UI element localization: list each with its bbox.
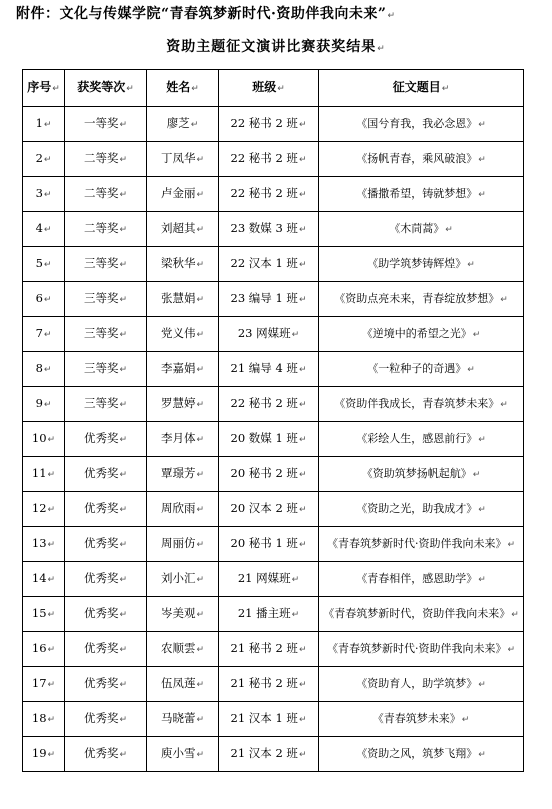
cell-class: 21 编导 4 班↵ (219, 352, 319, 387)
cell-essay-title: 《青春相伴，感恩助学》↵ (319, 562, 524, 597)
cell-essay-title: 《助学筑梦铸辉煌》↵ (319, 247, 524, 282)
cell-class: 22 秘书 2 班↵ (219, 177, 319, 212)
cell-index: 9↵ (23, 387, 65, 422)
table-row (23, 597, 524, 632)
cell-mark: ↵ (196, 190, 205, 200)
cell-mark: ↵ (298, 225, 307, 235)
cell-mark: ↵ (298, 260, 307, 270)
cell-mark: ↵ (47, 505, 56, 515)
subtitle-text: 资助主题征文演讲比赛获奖结果 (166, 39, 377, 55)
cell-mark: ↵ (507, 644, 516, 655)
cell-mark: ↵ (291, 575, 300, 585)
cell-mark: ↵ (298, 505, 307, 515)
table-row (23, 527, 524, 562)
table-row (23, 667, 524, 702)
cell-mark: ↵ (461, 714, 470, 725)
cell-mark: ↵ (119, 470, 128, 480)
cell-mark: ↵ (507, 539, 516, 550)
cell-index: 16↵ (23, 632, 65, 667)
table-row (23, 422, 524, 457)
cell-mark: ↵ (478, 679, 486, 690)
cell-mark: ↵ (47, 610, 56, 620)
cell-index: 1↵ (23, 107, 65, 142)
cell-name: 李嘉娟↵ (147, 352, 219, 387)
document-subtitle (0, 37, 552, 59)
cell-mark: ↵ (119, 225, 128, 235)
cell-mark: ↵ (298, 750, 307, 760)
cell-mark: ↵ (196, 295, 205, 305)
cell-index: 2↵ (23, 142, 65, 177)
cell-award-level: 优秀奖↵ (65, 667, 147, 702)
cell-mark: ↵ (298, 155, 307, 165)
cell-mark: ↵ (298, 400, 307, 410)
cell-award-level: 二等奖↵ (65, 212, 147, 247)
cell-award-level: 优秀奖↵ (65, 597, 147, 632)
cell-name: 刘小汇↵ (147, 562, 219, 597)
cell-index: 18↵ (23, 702, 65, 737)
cell-name: 党义伟↵ (147, 317, 219, 352)
cell-essay-title: 《青春筑梦新时代·资助伴我向未来》↵ (319, 527, 524, 562)
cell-award-level: 一等奖↵ (65, 107, 147, 142)
cell-essay-title: 《扬帆青春，乘风破浪》↵ (319, 142, 524, 177)
cell-mark: ↵ (119, 400, 128, 410)
table-body (23, 107, 524, 772)
cell-mark: ↵ (47, 470, 56, 480)
header-cell-class: 班级↵ (219, 70, 319, 107)
cell-class: 21 网媒班↵ (219, 562, 319, 597)
cell-mark: ↵ (196, 610, 205, 620)
cell-name: 刘超其↵ (147, 212, 219, 247)
table-row (23, 247, 524, 282)
cell-award-level: 三等奖↵ (65, 282, 147, 317)
cell-mark: ↵ (298, 470, 307, 480)
cell-class: 20 数媒 1 班↵ (219, 422, 319, 457)
cell-mark: ↵ (43, 400, 52, 410)
cell-award-level: 优秀奖↵ (65, 422, 147, 457)
cell-mark: ↵ (500, 294, 508, 305)
cell-mark: ↵ (43, 295, 52, 305)
table-row (23, 737, 524, 772)
cell-essay-title: 《青春筑梦新时代，资助伴我向未来》↵ (319, 597, 524, 632)
cell-mark: ↵ (478, 574, 486, 585)
cell-mark: ↵ (47, 435, 56, 445)
cell-mark: ↵ (196, 540, 205, 550)
cell-class: 22 秘书 2 班↵ (219, 142, 319, 177)
cell-mark: ↵ (511, 609, 519, 620)
cell-class: 20 秘书 1 班↵ (219, 527, 319, 562)
document-heading (16, 4, 536, 26)
awards-table (22, 69, 524, 772)
cell-mark: ↵ (119, 540, 128, 550)
cell-mark: ↵ (119, 365, 128, 375)
cell-name: 丁凤华↵ (147, 142, 219, 177)
cell-class: 21 汉本 1 班↵ (219, 702, 319, 737)
cell-mark: ↵ (298, 435, 307, 445)
cell-mark: ↵ (196, 645, 205, 655)
table-header-row (23, 70, 524, 107)
cell-mark: ↵ (47, 680, 56, 690)
table-row (23, 387, 524, 422)
cell-mark: ↵ (190, 120, 199, 130)
cell-essay-title: 《资助育人，助学筑梦》↵ (319, 667, 524, 702)
cell-name: 伍凤莲↵ (147, 667, 219, 702)
cell-index: 8↵ (23, 352, 65, 387)
cell-mark: ↵ (196, 155, 205, 165)
cell-mark: ↵ (196, 330, 205, 340)
cell-name: 岑美观↵ (147, 597, 219, 632)
cell-mark: ↵ (467, 259, 475, 270)
cell-award-level: 优秀奖↵ (65, 737, 147, 772)
cell-mark: ↵ (298, 365, 307, 375)
cell-mark: ↵ (291, 330, 300, 340)
cell-award-level: 优秀奖↵ (65, 562, 147, 597)
cell-class: 20 秘书 2 班↵ (219, 457, 319, 492)
cell-mark: ↵ (43, 260, 52, 270)
cell-award-level: 三等奖↵ (65, 317, 147, 352)
cell-mark: ↵ (119, 645, 128, 655)
cell-mark: ↵ (47, 750, 56, 760)
table-row (23, 702, 524, 737)
cell-mark: ↵ (298, 645, 307, 655)
cell-essay-title: 《资助之风，筑梦飞翔》↵ (319, 737, 524, 772)
cell-mark: ↵ (43, 120, 52, 130)
cell-mark: ↵ (119, 610, 128, 620)
cell-mark: ↵ (298, 680, 307, 690)
cell-mark: ↵ (291, 610, 300, 620)
cell-mark: ↵ (47, 540, 56, 550)
cell-essay-title: 《逆境中的希望之光》↵ (319, 317, 524, 352)
cell-mark: ↵ (47, 715, 56, 725)
header-cell-name: 姓名↵ (147, 70, 219, 107)
cell-index: 12↵ (23, 492, 65, 527)
cell-mark: ↵ (196, 575, 205, 585)
cell-mark: ↵ (298, 715, 307, 725)
cell-name: 罗慧婷↵ (147, 387, 219, 422)
cell-name: 卢金丽↵ (147, 177, 219, 212)
cell-mark: ↵ (467, 364, 475, 375)
cell-mark: ↵ (47, 645, 56, 655)
cell-mark: ↵ (478, 434, 486, 445)
cell-class: 21 秘书 2 班↵ (219, 632, 319, 667)
cell-essay-title: 《彩绘人生，感恩前行》↵ (319, 422, 524, 457)
cell-mark: ↵ (196, 365, 205, 375)
cell-mark: ↵ (119, 435, 128, 445)
cell-mark: ↵ (119, 330, 128, 340)
cell-essay-title: 《播撒希望，铸就梦想》↵ (319, 177, 524, 212)
table-row (23, 352, 524, 387)
cell-name: 庾小雪↵ (147, 737, 219, 772)
cell-mark: ↵ (119, 260, 128, 270)
cell-mark: ↵ (119, 190, 128, 200)
cell-award-level: 三等奖↵ (65, 247, 147, 282)
table-row (23, 492, 524, 527)
table-row (23, 282, 524, 317)
cell-mark: ↵ (196, 260, 205, 270)
table-row (23, 632, 524, 667)
cell-essay-title: 《国兮育我，我必念恩》↵ (319, 107, 524, 142)
cell-mark: ↵ (478, 119, 486, 130)
cell-mark: ↵ (196, 715, 205, 725)
cell-award-level: 优秀奖↵ (65, 702, 147, 737)
cell-mark: ↵ (119, 750, 128, 760)
cell-award-level: 优秀奖↵ (65, 492, 147, 527)
cell-index: 4↵ (23, 212, 65, 247)
table-row (23, 562, 524, 597)
cell-mark: ↵ (43, 365, 52, 375)
cell-mark: ↵ (478, 189, 486, 200)
cell-index: 5↵ (23, 247, 65, 282)
cell-mark: ↵ (43, 190, 52, 200)
cell-name: 马晓蕾↵ (147, 702, 219, 737)
cell-essay-title: 《青春筑梦未来》↵ (319, 702, 524, 737)
cell-mark: ↵ (196, 225, 205, 235)
table-row (23, 317, 524, 352)
header-cell-essay-title: 征文题目↵ (319, 70, 524, 107)
cell-mark: ↵ (196, 435, 205, 445)
cell-award-level: 优秀奖↵ (65, 632, 147, 667)
cell-award-level: 优秀奖↵ (65, 457, 147, 492)
cell-mark: ↵ (298, 190, 307, 200)
cell-mark: ↵ (119, 120, 128, 130)
cell-name: 周丽仿↵ (147, 527, 219, 562)
cell-name: 廖芝↵ (147, 107, 219, 142)
cell-award-level: 优秀奖↵ (65, 527, 147, 562)
table-row (23, 142, 524, 177)
cell-class: 23 数媒 3 班↵ (219, 212, 319, 247)
paragraph-mark: ↵ (387, 11, 396, 21)
cell-mark: ↵ (196, 505, 205, 515)
table-row (23, 177, 524, 212)
cell-mark: ↵ (119, 155, 128, 165)
cell-mark: ↵ (119, 715, 128, 725)
table-row (23, 212, 524, 247)
cell-essay-title: 《一粒种子的奇遇》↵ (319, 352, 524, 387)
cell-class: 23 编导 1 班↵ (219, 282, 319, 317)
cell-class: 20 汉本 2 班↵ (219, 492, 319, 527)
cell-mark: ↵ (119, 680, 128, 690)
cell-essay-title: 《资助点亮未来，青春绽放梦想》↵ (319, 282, 524, 317)
cell-mark: ↵ (500, 399, 508, 410)
header-cell-award-level: 获奖等次↵ (65, 70, 147, 107)
cell-mark: ↵ (43, 330, 52, 340)
cell-index: 17↵ (23, 667, 65, 702)
cell-award-level: 三等奖↵ (65, 387, 147, 422)
cell-award-level: 二等奖↵ (65, 177, 147, 212)
header-cell-index: 序号↵ (23, 70, 65, 107)
cell-essay-title: 《木茼蒿》↵ (319, 212, 524, 247)
cell-class: 22 汉本 1 班↵ (219, 247, 319, 282)
cell-index: 19↵ (23, 737, 65, 772)
cell-mark: ↵ (119, 575, 128, 585)
paragraph-mark: ↵ (377, 44, 386, 54)
cell-mark: ↵ (298, 120, 307, 130)
cell-name: 农顺雲↵ (147, 632, 219, 667)
cell-name: 周欣雨↵ (147, 492, 219, 527)
cell-name: 张慧娟↵ (147, 282, 219, 317)
cell-index: 10↵ (23, 422, 65, 457)
table-row (23, 107, 524, 142)
cell-mark: ↵ (478, 504, 486, 515)
cell-index: 3↵ (23, 177, 65, 212)
cell-name: 梁秋华↵ (147, 247, 219, 282)
cell-mark: ↵ (478, 749, 486, 760)
cell-mark: ↵ (472, 329, 481, 340)
cell-index: 14↵ (23, 562, 65, 597)
cell-essay-title: 《青春筑梦新时代·资助伴我向未来》↵ (319, 632, 524, 667)
cell-mark: ↵ (119, 505, 128, 515)
cell-mark: ↵ (478, 154, 486, 165)
heading-text: 附件：文化与传媒学院“青春筑梦新时代·资助伴我向未来” (16, 6, 387, 22)
cell-mark: ↵ (196, 680, 205, 690)
cell-mark: ↵ (298, 295, 307, 305)
cell-award-level: 三等奖↵ (65, 352, 147, 387)
cell-mark: ↵ (445, 224, 453, 235)
cell-mark: ↵ (298, 540, 307, 550)
cell-mark: ↵ (196, 470, 205, 480)
cell-index: 11↵ (23, 457, 65, 492)
cell-class: 22 秘书 2 班↵ (219, 107, 319, 142)
cell-mark: ↵ (196, 400, 205, 410)
cell-index: 7↵ (23, 317, 65, 352)
cell-class: 23 网媒班↵ (219, 317, 319, 352)
cell-class: 21 播主班↵ (219, 597, 319, 632)
cell-class: 21 汉本 2 班↵ (219, 737, 319, 772)
cell-award-level: 二等奖↵ (65, 142, 147, 177)
cell-mark: ↵ (43, 155, 52, 165)
cell-mark: ↵ (196, 750, 205, 760)
table-row (23, 457, 524, 492)
cell-essay-title: 《资助之光，助我成才》↵ (319, 492, 524, 527)
cell-class: 22 秘书 2 班↵ (219, 387, 319, 422)
cell-essay-title: 《资助筑梦扬帆起航》↵ (319, 457, 524, 492)
cell-index: 6↵ (23, 282, 65, 317)
cell-mark: ↵ (472, 469, 481, 480)
cell-name: 李月体↵ (147, 422, 219, 457)
cell-mark: ↵ (119, 295, 128, 305)
cell-index: 15↵ (23, 597, 65, 632)
cell-index: 13↵ (23, 527, 65, 562)
cell-mark: ↵ (43, 225, 52, 235)
cell-class: 21 秘书 2 班↵ (219, 667, 319, 702)
cell-name: 覃璟芳↵ (147, 457, 219, 492)
cell-mark: ↵ (47, 575, 56, 585)
cell-essay-title: 《资助伴我成长，青春筑梦未来》↵ (319, 387, 524, 422)
